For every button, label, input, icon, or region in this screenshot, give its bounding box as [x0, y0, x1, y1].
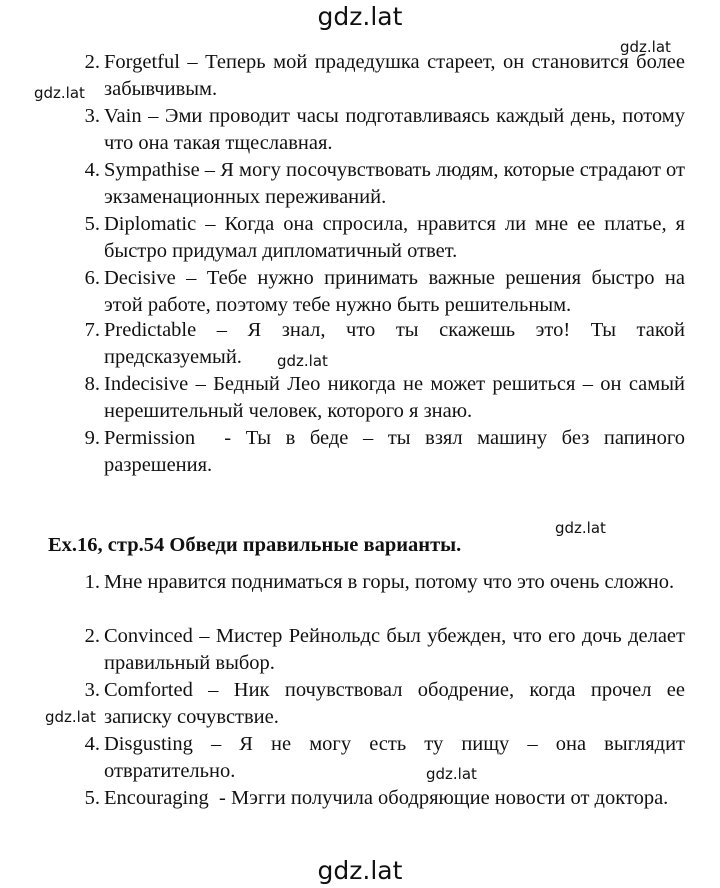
watermark-bottom: gdz.lat — [317, 856, 403, 885]
watermark-center-bottom: gdz.lat — [426, 765, 477, 783]
item-text-content: Forgetful – Теперь мой прадедушка стареет, он становится более забывчивым. — [104, 51, 685, 100]
item-number: 4. — [84, 159, 100, 181]
watermark-top: gdz.lat — [317, 2, 403, 31]
item-number: 2. — [84, 625, 100, 647]
item-text: Permission - Ты в беде – ты взял машину без папиного разрешения. — [104, 427, 691, 476]
watermark-left-bottom: gdz.lat — [45, 708, 96, 726]
item-number: 7. — [84, 319, 100, 341]
item-number: 8. — [84, 373, 100, 395]
item-text: Disgusting – Я не могу есть ту пищу – она выглядит отвратительно. — [104, 733, 685, 782]
item-text: Vain – Эми проводит часы подготавливаясь каждый день, потому что она такая тщеславная. — [104, 105, 685, 154]
item-text: Decisive – Тебе нужно принимать важные решения быстро на этой работе, поэтому тебе нужно быть решительным. — [104, 267, 685, 316]
item-number: 3. — [84, 679, 100, 701]
item-number: 2. — [84, 51, 100, 73]
watermark-right-mid: gdz.lat — [555, 519, 606, 537]
item-number: 4. — [84, 733, 100, 755]
watermark-left-top: gdz.lat — [34, 84, 85, 102]
exercise-heading: Ex.16, стр.54 Обведи правильные варианты. — [48, 534, 462, 556]
item-text: Diplomatic – Когда она спросила, нравится ли мне ее платье, я быстро придумал дипломатичный ответ. — [104, 213, 685, 262]
item-text: Indecisive – Бедный Лео никогда не может решиться – он самый нерешительный человек, которого я знаю. — [104, 373, 685, 422]
item-text: Encouraging - Мэгги получила ободряющие новости от доктора. — [104, 787, 669, 809]
item-text: Predictable – Я знал, что ты скажешь это! Ты такой предсказуемый. — [104, 319, 685, 368]
watermark-middle: gdz.lat — [277, 352, 328, 370]
item-number: 3. — [84, 105, 100, 127]
item-text: Мне нравится подниматься в горы, потому что это очень сложно. — [104, 571, 675, 593]
item-number: 5. — [84, 787, 100, 809]
item-text: Sympathise – Я могу посочувствовать людям, которые страдают от экзаменационных переживаний. — [104, 159, 685, 208]
item-number: 9. — [84, 427, 100, 449]
item-number: 6. — [84, 267, 100, 289]
item-text — [104, 49, 685, 103]
watermark-right-top: gdz.lat — [620, 38, 671, 56]
item-number: 1. — [84, 571, 100, 593]
item-number: 5. — [84, 213, 100, 235]
item-text: Convinced – Мистер Рейнольдс был убежден, что его дочь делает правильный выбор. — [104, 625, 685, 674]
item-text: Comforted – Ник почувствовал ободрение, когда прочел ее записку сочувствие. — [104, 679, 685, 728]
